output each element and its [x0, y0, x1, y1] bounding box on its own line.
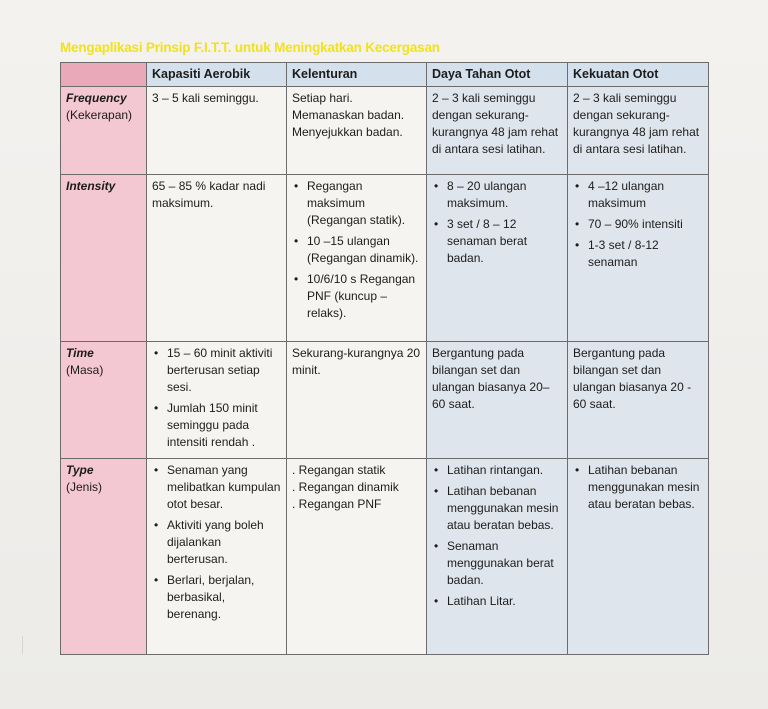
column-header-kekuatan-otot: Kekuatan Otot: [568, 63, 709, 87]
column-header-daya-tahan-otot: Daya Tahan Otot: [427, 63, 568, 87]
row-header-type: [61, 459, 147, 655]
column-header-kelenturan: Kelenturan: [287, 63, 427, 87]
cell-text: Setiap hari. Memanaskan badan. Menyejukkan badan.: [292, 91, 405, 139]
bullet-list: [292, 178, 421, 322]
header-row: [61, 63, 709, 87]
row-header-time: [61, 342, 147, 459]
table-cell: [568, 175, 709, 342]
table-cell: [427, 342, 568, 459]
list-item: • Senaman yang melibatkan kumpulan otot besar.: [152, 462, 281, 513]
row-subtitle: (Masa): [66, 363, 104, 377]
row-intensity: [61, 175, 709, 342]
table-cell: [287, 87, 427, 175]
list-item: • 70 – 90% intensiti: [573, 216, 703, 233]
table-cell: [147, 175, 287, 342]
list-item: • 4 –12 ulangan maksimum: [573, 178, 703, 212]
row-type: [61, 459, 709, 655]
header-corner: [61, 63, 147, 87]
list-item: • Regangan maksimum (Regangan statik).: [292, 178, 421, 229]
row-time: [61, 342, 709, 459]
row-title: Frequency: [66, 91, 127, 105]
bullet-list: [573, 462, 703, 513]
bullet-list: [152, 345, 281, 451]
table-cell: [427, 175, 568, 342]
cell-text: Bergantung pada bilangan set dan ulangan biasanya 20 - 60 saat.: [573, 346, 692, 411]
table-cell: [147, 459, 287, 655]
list-item: • Latihan bebanan menggunakan mesin atau beratan bebas.: [432, 483, 562, 534]
list-item: • Latihan Litar.: [432, 593, 562, 610]
row-subtitle: (Jenis): [66, 480, 103, 494]
table-cell: [287, 175, 427, 342]
bullet-list: [152, 462, 281, 623]
cell-text: 2 – 3 kali seminggu dengan sekurang-kurangnya 48 jam rehat di antara sesi latihan.: [573, 91, 700, 156]
row-title: Time: [66, 346, 94, 360]
table-cell: [427, 87, 568, 175]
table-cell: [568, 342, 709, 459]
list-item: • 8 – 20 ulangan maksimum.: [432, 178, 562, 212]
list-item: • Jumlah 150 minit seminggu pada intensiti rendah .: [152, 400, 281, 451]
line-list: [292, 462, 421, 513]
cell-text: Bergantung pada bilangan set dan ulangan biasanya 20–60 saat.: [432, 346, 550, 411]
fitt-table: [60, 62, 709, 655]
table-cell: [568, 87, 709, 175]
table-cell: [427, 459, 568, 655]
row-title: Intensity: [66, 179, 116, 193]
cell-text: 65 – 85 % kadar nadi maksimum.: [152, 179, 266, 210]
list-item: • Aktiviti yang boleh dijalankan berterusan.: [152, 517, 281, 568]
list-item: • 1-3 set / 8-12 senaman: [573, 237, 703, 271]
row-title: Type: [66, 463, 94, 477]
row-header-frequency: [61, 87, 147, 175]
list-item: . Regangan statik: [292, 463, 386, 477]
bullet-list: [432, 462, 562, 610]
table-cell: [568, 459, 709, 655]
list-item: • 10 –15 ulangan (Regangan dinamik).: [292, 233, 421, 267]
list-item: • Latihan rintangan.: [432, 462, 562, 479]
bullet-list: [432, 178, 562, 267]
bullet-list: [573, 178, 703, 271]
row-subtitle: (Kekerapan): [66, 108, 133, 122]
paper-mark: [22, 636, 45, 654]
cell-text: Sekurang-kurangnya 20 minit.: [292, 346, 421, 377]
list-item: • 10/6/10 s Regangan PNF (kuncup – relaks).: [292, 271, 421, 322]
table-cell: [147, 87, 287, 175]
cell-text: 2 – 3 kali seminggu dengan sekurang-kurangnya 48 jam rehat di antara sesi latihan.: [432, 91, 559, 156]
list-item: • 15 – 60 minit aktiviti berterusan setiap sesi.: [152, 345, 281, 396]
list-item: • Senaman menggunakan berat badan.: [432, 538, 562, 589]
list-item: . Regangan PNF: [292, 497, 382, 511]
cell-text: 3 – 5 kali seminggu.: [152, 91, 259, 105]
row-header-intensity: [61, 175, 147, 342]
table-cell: [287, 342, 427, 459]
table-cell: [287, 459, 427, 655]
list-item: • Berlari, berjalan, berbasikal, berenang.: [152, 572, 281, 623]
row-frequency: [61, 87, 709, 175]
table-cell: [147, 342, 287, 459]
list-item: • Latihan bebanan menggunakan mesin atau beratan bebas.: [573, 462, 703, 513]
page-title: Mengaplikasi Prinsip F.I.T.T. untuk Meningkatkan Kecergasan: [60, 40, 440, 55]
list-item: • 3 set / 8 – 12 senaman berat badan.: [432, 216, 562, 267]
column-header-kapasiti-aerobik: Kapasiti Aerobik: [147, 63, 287, 87]
list-item: . Regangan dinamik: [292, 480, 399, 494]
